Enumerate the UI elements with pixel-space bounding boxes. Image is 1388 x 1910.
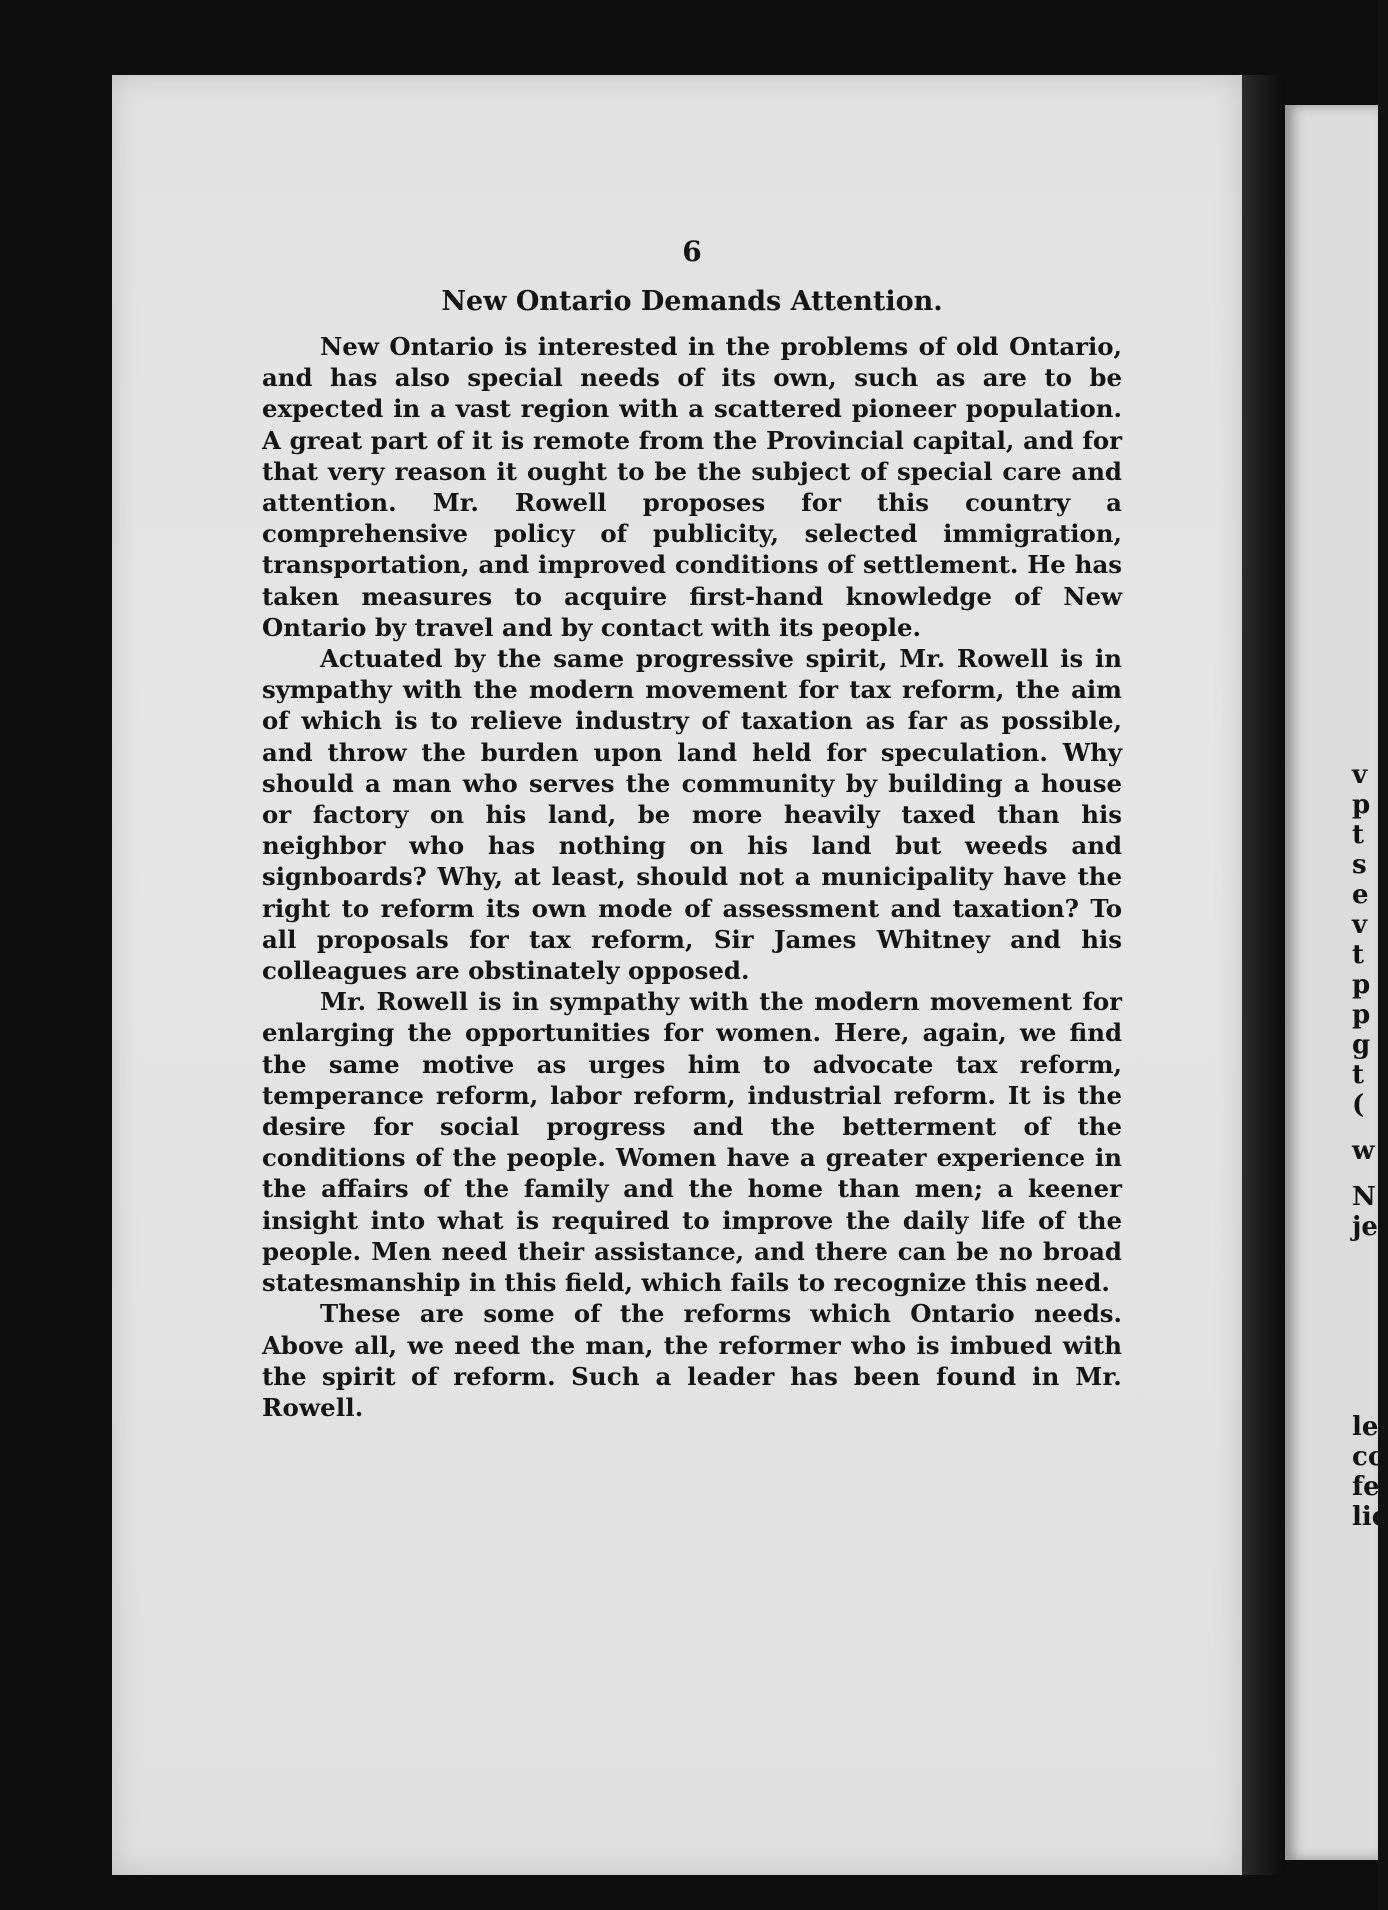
adjacent-fragment: N xyxy=(1352,1182,1376,1212)
adjacent-fragment: je xyxy=(1352,1212,1378,1242)
page-number: 6 xyxy=(682,235,702,268)
adjacent-fragment: w xyxy=(1352,1136,1375,1166)
adjacent-fragment: co xyxy=(1352,1442,1386,1472)
final-paragraph-emphasis: Such a leader has been found in Mr. Rowell. xyxy=(262,1361,1122,1422)
adjacent-fragment: p xyxy=(1352,970,1371,1000)
adjacent-fragment: lic xyxy=(1352,1502,1388,1532)
adjacent-fragment: e xyxy=(1352,880,1369,910)
adjacent-fragment: v xyxy=(1352,760,1368,790)
final-paragraph xyxy=(262,1298,1122,1423)
adjacent-fragment: p xyxy=(1352,1000,1371,1030)
adjacent-fragment: fe xyxy=(1352,1472,1380,1502)
adjacent-fragment: t xyxy=(1352,1060,1365,1090)
adjacent-fragment: p xyxy=(1352,790,1371,820)
adjacent-fragment: v xyxy=(1352,910,1368,940)
adjacent-fragment: t xyxy=(1352,820,1365,850)
page-text xyxy=(262,235,1122,1423)
section-heading: New Ontario Demands Attention. xyxy=(441,286,943,317)
paragraph: Mr. Rowell is in sympathy with the modern movement for enlarging the opportunities for women. Here, again, we find the same motive as urges him to advocate tax reform, temperance reform, labor reform, industrial reform. It is the desire for social progress and the betterment of the conditions of the people. Women have a greater experience in the affairs of the family and the home than men; a keener insight into what is required to improve the daily life of the people. Men need their assistance, and there can be no broad statesmanship in this field, which fails to recognize this need. xyxy=(262,987,1122,1298)
adjacent-fragment: t xyxy=(1352,940,1365,970)
adjacent-fragment: g xyxy=(1352,1030,1371,1060)
paragraph: Actuated by the same progressive spirit, Mr. Rowell is in sympathy with the modern movement for tax reform, the aim of which is to relieve industry of taxation as far as possible, and throw the burden upon land held for speculation. Why should a man who serves the community by building a house or factory on his land, be more heavily taxed than his neighbor who has nothing on his land but weeds and signboards? Why, at least, should not a municipality have the right to reform its own mode of assessment and taxation? To all proposals for tax reform, Sir James Whitney and his colleagues are obstinately opposed. xyxy=(262,644,1122,986)
book-gutter xyxy=(1242,75,1285,1875)
adjacent-fragment: le xyxy=(1352,1412,1379,1442)
adjacent-fragment: s xyxy=(1352,850,1367,880)
final-paragraph-text: These are some of the reforms which Ontario needs. Above all, we need the man, the reformer who is imbued with the spirit of reform. xyxy=(262,1299,1122,1391)
adjacent-fragment: ( xyxy=(1352,1090,1365,1120)
paragraph: New Ontario is interested in the problems of old Ontario, and has also special needs of its own, such as are to be expected in a vast region with a scattered pioneer population. A great part of it is remote from the Provincial capital, and for that very reason it ought to be the subject of special care and attention. Mr. Rowell proposes for this country a comprehensive policy of publicity, selected immigration, transportation, and improved conditions of settlement. He has taken measures to acquire first-hand knowledge of New Ontario by travel and by contact with its people. xyxy=(262,332,1122,642)
